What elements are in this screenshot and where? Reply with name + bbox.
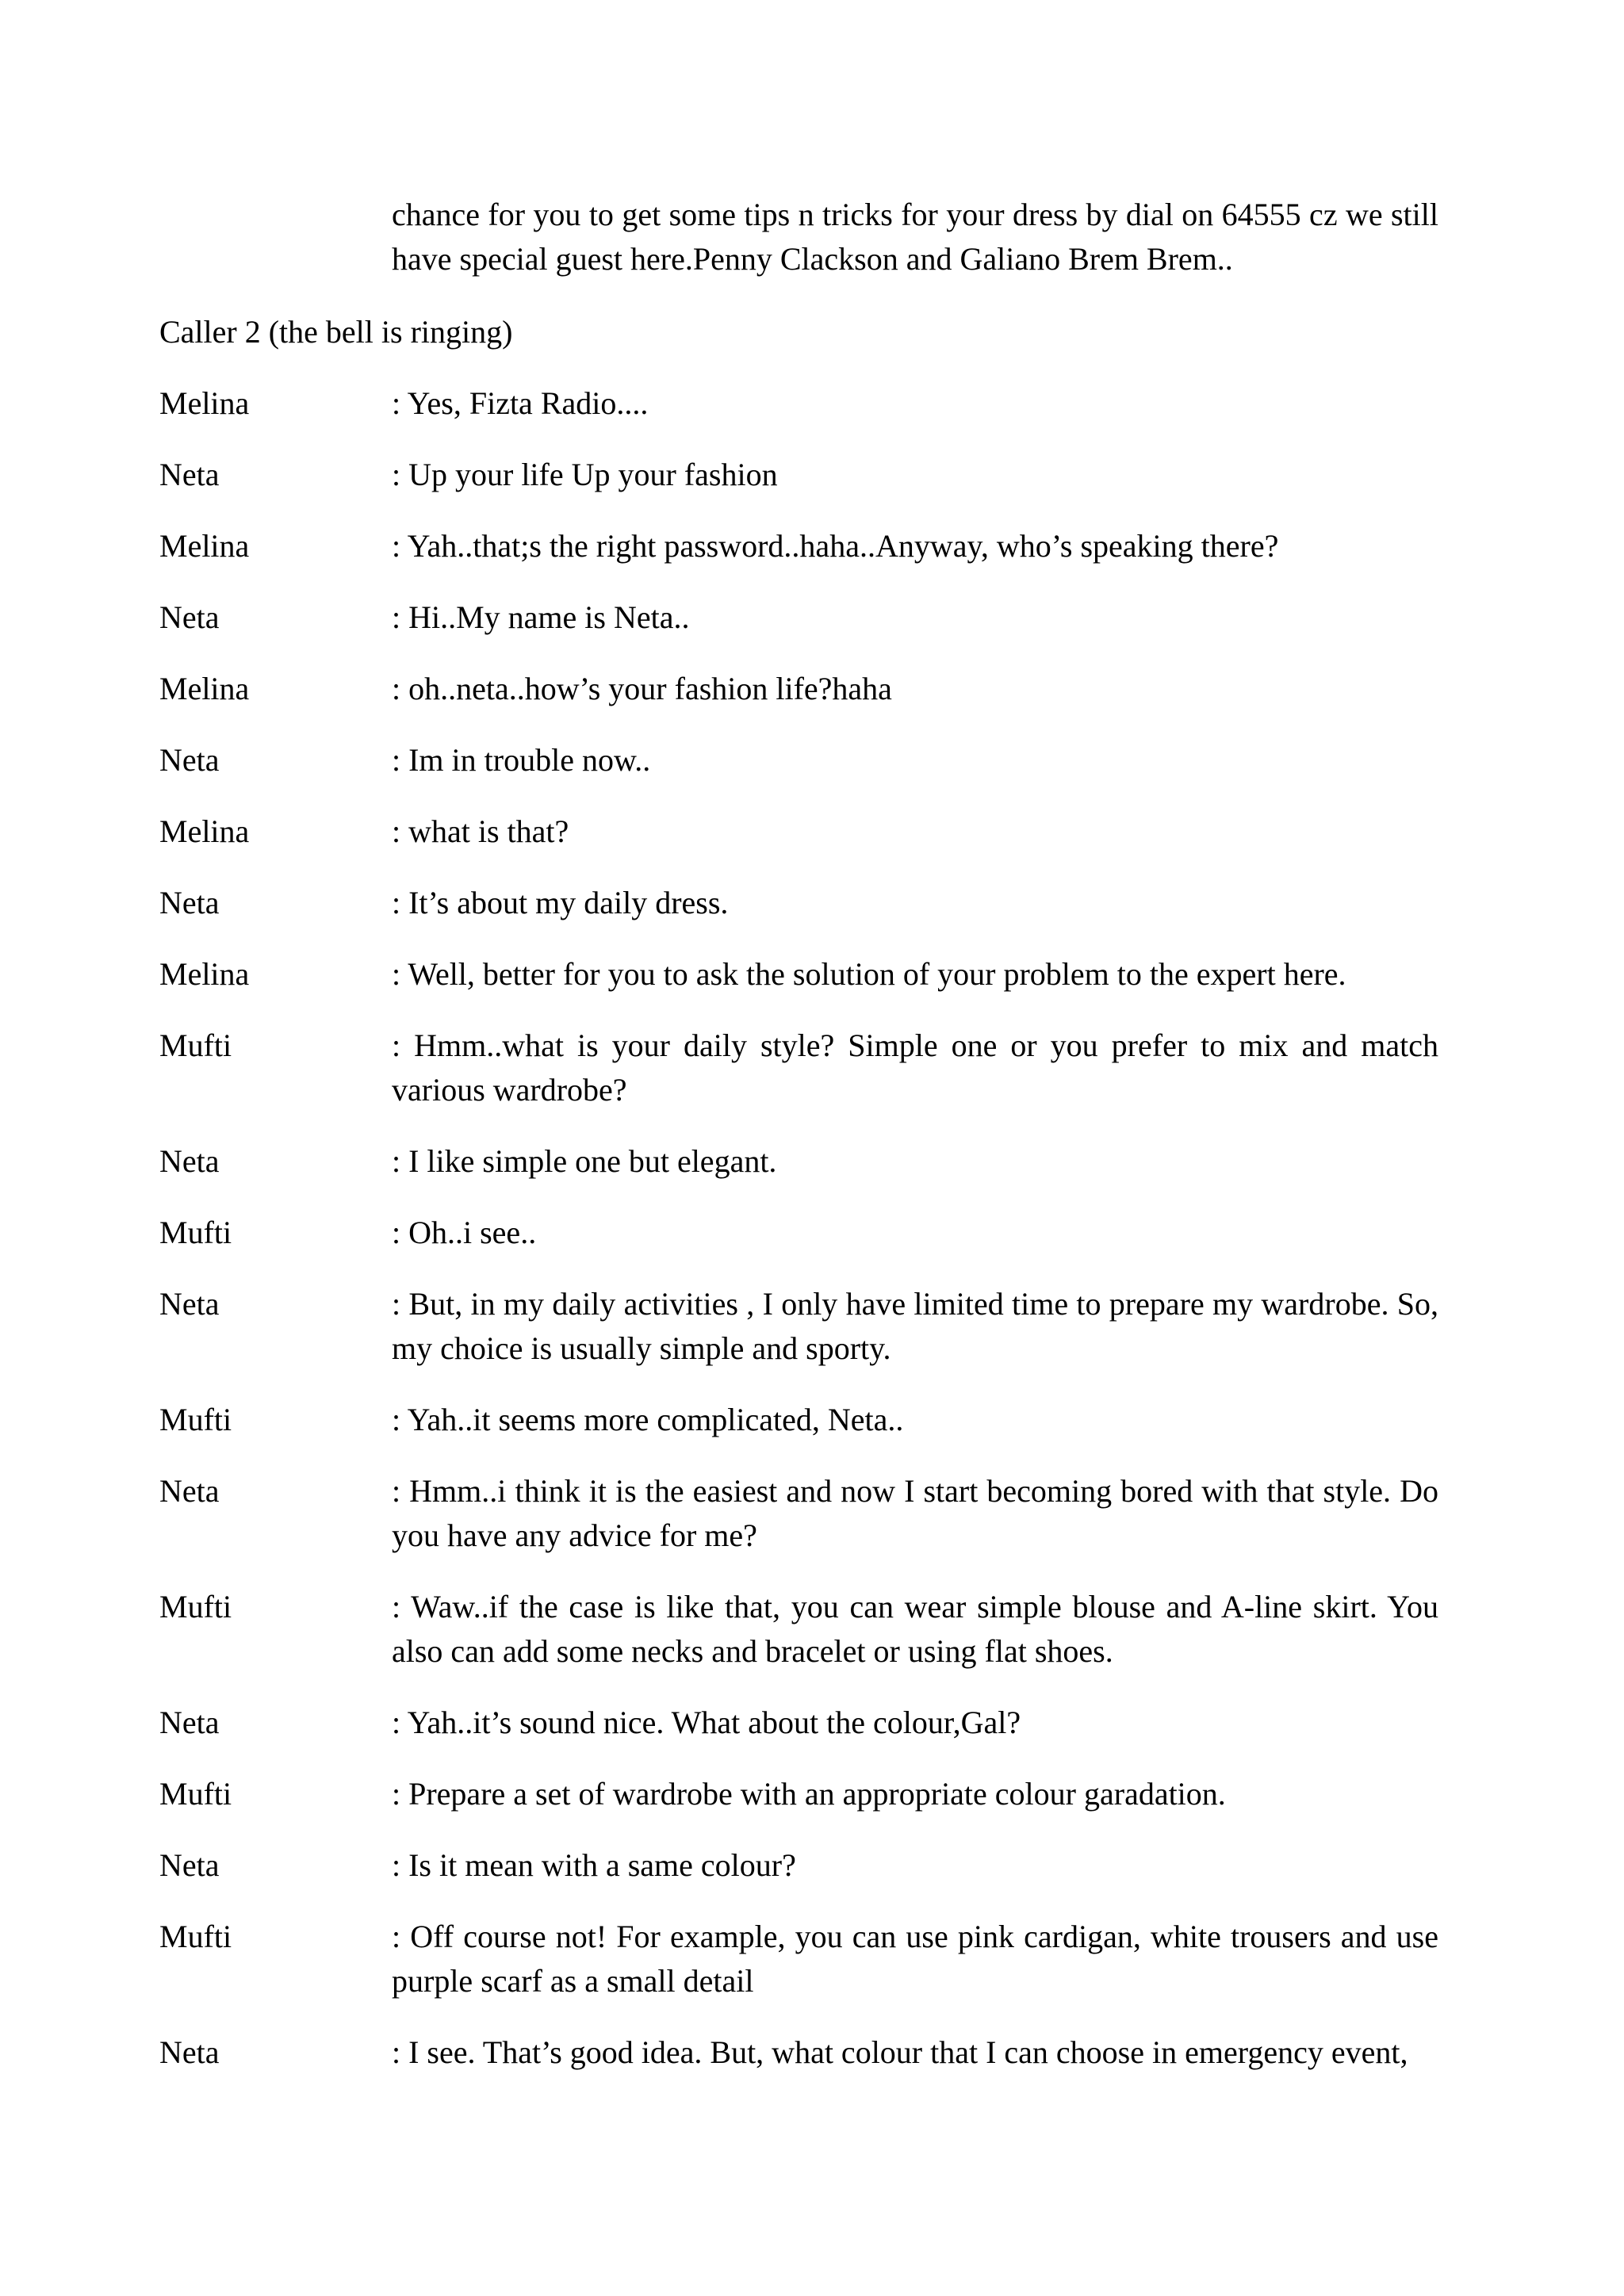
dialog-line [159, 1139, 1438, 1184]
speaker-name: Mufti [159, 1919, 232, 1954]
speaker-name: Neta [159, 742, 220, 778]
dialog-text: : oh..neta..how’s your fashion life?haha [392, 671, 892, 706]
speaker-name: Melina [159, 385, 250, 421]
dialog-text: : Off course not! For example, you can use pink cardigan, white trousers and use purple scarf as a small detail [392, 1919, 1438, 1999]
dialog-line [159, 667, 1438, 711]
dialog-line [159, 1772, 1438, 1816]
dialog-text: : I see. That’s good idea. But, what colour that I can choose in emergency event, [392, 2034, 1408, 2070]
speaker-name: Mufti [159, 1776, 232, 1812]
dialog-line [159, 738, 1438, 783]
speaker-name: Neta [159, 1705, 220, 1740]
speaker-name: Melina [159, 813, 250, 849]
dialog-text: : Waw..if the case is like that, you can wear simple blouse and A-line skirt. You also can add some necks and bracelet or using flat shoes. [392, 1589, 1438, 1669]
dialog-line [159, 881, 1438, 925]
dialog-line [159, 453, 1438, 497]
dialog-line [159, 524, 1438, 568]
dialog-text: : Well, better for you to ask the solution of your problem to the expert here. [392, 956, 1346, 992]
dialog-text: : Hmm..what is your daily style? Simple one or you prefer to mix and match various wardrobe? [392, 1027, 1438, 1108]
dialog-text: : Hi..My name is Neta.. [392, 599, 690, 635]
speaker-name: Neta [159, 457, 220, 492]
speaker-name: Neta [159, 1473, 220, 1509]
dialog-text: : Hmm..i think it is the easiest and now I start becoming bored with that style. Do you have any advice for me? [392, 1473, 1438, 1553]
dialog-line [159, 1915, 1438, 2003]
dialog-line [159, 1585, 1438, 1674]
speaker-name: Melina [159, 956, 250, 992]
dialog-text: : I like simple one but elegant. [392, 1143, 777, 1179]
dialog-line [159, 381, 1438, 426]
speaker-name: Neta [159, 599, 220, 635]
speaker-name: Melina [159, 528, 250, 564]
dialog-list [159, 381, 1438, 2102]
dialog-text: : But, in my daily activities , I only have limited time to prepare my wardrobe. So, my choice is usually simple and sporty. [392, 1286, 1438, 1366]
speaker-name: Neta [159, 1286, 220, 1322]
dialog-text: : Is it mean with a same colour? [392, 1847, 796, 1883]
dialog-line [159, 595, 1438, 640]
dialog-text: : It’s about my daily dress. [392, 885, 729, 920]
dialog-line [159, 1398, 1438, 1442]
dialog-line [159, 1024, 1438, 1112]
dialog-text: : what is that? [392, 813, 569, 849]
speaker-name: Neta [159, 2034, 220, 2070]
dialog-line [159, 952, 1438, 997]
speaker-name: Neta [159, 885, 220, 920]
dialog-text: : Yah..it seems more complicated, Neta.. [392, 1402, 904, 1437]
dialog-text: : Yah..it’s sound nice. What about the colour,Gal? [392, 1705, 1021, 1740]
speaker-name: Mufti [159, 1027, 232, 1063]
dialog-line [159, 1843, 1438, 1888]
dialog-text: : Yes, Fizta Radio.... [392, 385, 649, 421]
speaker-name: Mufti [159, 1589, 232, 1624]
dialog-text: : Yah..that;s the right password..haha..Anyway, who’s speaking there? [392, 528, 1279, 564]
dialog-line [159, 1211, 1438, 1255]
speaker-name: Neta [159, 1847, 220, 1883]
dialog-line [159, 1469, 1438, 1558]
dialog-text: : Im in trouble now.. [392, 742, 651, 778]
intro-paragraph: chance for you to get some tips n tricks for your dress by dial on 64555 cz we still have special guest here.Penny Clackson and Galiano Brem Brem.. [392, 197, 1438, 277]
speaker-name: Mufti [159, 1402, 232, 1437]
dialog-line [159, 2030, 1438, 2075]
dialog-line [159, 809, 1438, 854]
dialog-line [159, 1701, 1438, 1745]
dialog-line [159, 1282, 1438, 1371]
dialog-text: : Oh..i see.. [392, 1215, 537, 1250]
speaker-name: Neta [159, 1143, 220, 1179]
caller-heading: Caller 2 (the bell is ringing) [159, 314, 513, 350]
dialog-text: : Up your life Up your fashion [392, 457, 778, 492]
speaker-name: Melina [159, 671, 250, 706]
dialog-text: : Prepare a set of wardrobe with an appropriate colour garadation. [392, 1776, 1226, 1812]
speaker-name: Mufti [159, 1215, 232, 1250]
